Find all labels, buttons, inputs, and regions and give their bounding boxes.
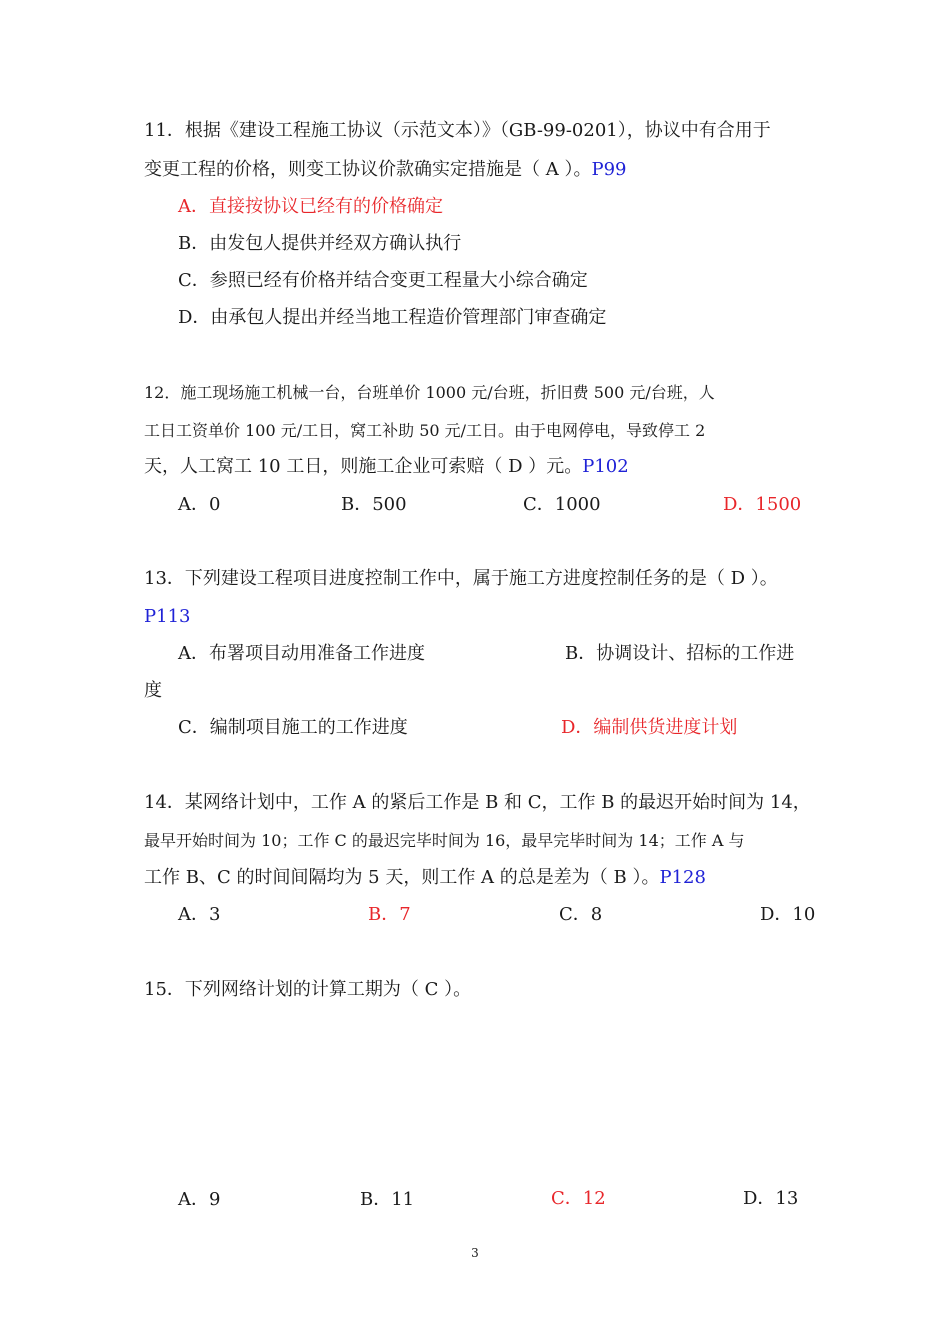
q13-option-a: A．布署项目动用准备工作进度 (178, 643, 425, 664)
q12-stem-line3 (144, 455, 629, 479)
q12-stem-line2: 工日工资单价 100 元/工日，窝工补助 50 元/工日。由于电网停电，导致停工 2 (144, 421, 706, 440)
q11-stem-line1: 11．根据《建设工程施工协议（示范文本）》（GB-99-0201），协议中有合用于 (144, 120, 771, 141)
q11-stem-text: 变更工程的价格，则变工协议价款确实定措施是（ A ）。 (144, 159, 592, 180)
q13-page-ref: P113 (144, 606, 191, 627)
q14-option-b: B．7 (368, 904, 411, 925)
q13-option-d: D．编制供货进度计划 (561, 717, 738, 738)
q15-option-a: A．9 (178, 1189, 221, 1210)
q14-stem-line3 (144, 866, 706, 890)
q12-option-b: B．500 (341, 494, 407, 515)
q14-option-d: D．10 (760, 904, 816, 925)
q13-option-b-continued: 度 (144, 680, 162, 701)
q15-option-c: C．12 (551, 1188, 606, 1209)
q13-option-c: C．编制项目施工的工作进度 (178, 717, 408, 738)
q14-stem-line2: 最早开始时间为 10；工作 C 的最迟完毕时间为 16，最早完毕时间为 14；工作 A 与 (144, 831, 745, 850)
q11-stem-line2 (144, 158, 626, 182)
q14-option-c: C．8 (559, 904, 603, 925)
q13-option-b: B．协调设计、招标的工作进 (565, 643, 795, 664)
q12-option-d: D．1500 (723, 494, 802, 515)
q15-option-d: D．13 (743, 1188, 799, 1209)
q11-option-d: D．由承包人提出并经当地工程造价管理部门审查确定 (178, 307, 607, 328)
q15-stem-line1: 15．下列网络计划的计算工期为（ C ）。 (144, 979, 472, 1000)
q12-option-c: C．1000 (523, 494, 601, 515)
q12-stem-text: 天，人工窝工 10 工日，则施工企业可索赔（ D ）元。 (144, 456, 583, 477)
q15-option-b: B．11 (360, 1189, 415, 1210)
q11-option-a: A．直接按协议已经有的价格确定 (178, 196, 443, 217)
page-number: 3 (471, 1246, 479, 1260)
q11-option-b: B．由发包人提供并经双方确认执行 (178, 233, 462, 254)
q14-stem-text: 工作 B、C 的时间间隔均为 5 天，则工作 A 的总是差为（ B ）。 (144, 867, 660, 888)
q12-stem-line1: 12．施工现场施工机械一台，台班单价 1000 元/台班，折旧费 500 元/台班，人 (144, 383, 715, 402)
q14-option-a: A．3 (178, 904, 221, 925)
q11-page-ref: P99 (591, 159, 627, 180)
q14-stem-line1: 14．某网络计划中，工作 A 的紧后工作是 B 和 C，工作 B 的最迟开始时间为 14， (144, 792, 811, 813)
q13-stem-line1: 13．下列建设工程项目进度控制工作中，属于施工方进度控制任务的是（ D ）。 (144, 568, 778, 589)
q11-option-c: C．参照已经有价格并结合变更工程量大小综合确定 (178, 270, 588, 291)
q12-option-a: A．0 (178, 494, 221, 515)
q14-page-ref: P128 (659, 867, 706, 888)
q12-page-ref: P102 (582, 456, 629, 477)
